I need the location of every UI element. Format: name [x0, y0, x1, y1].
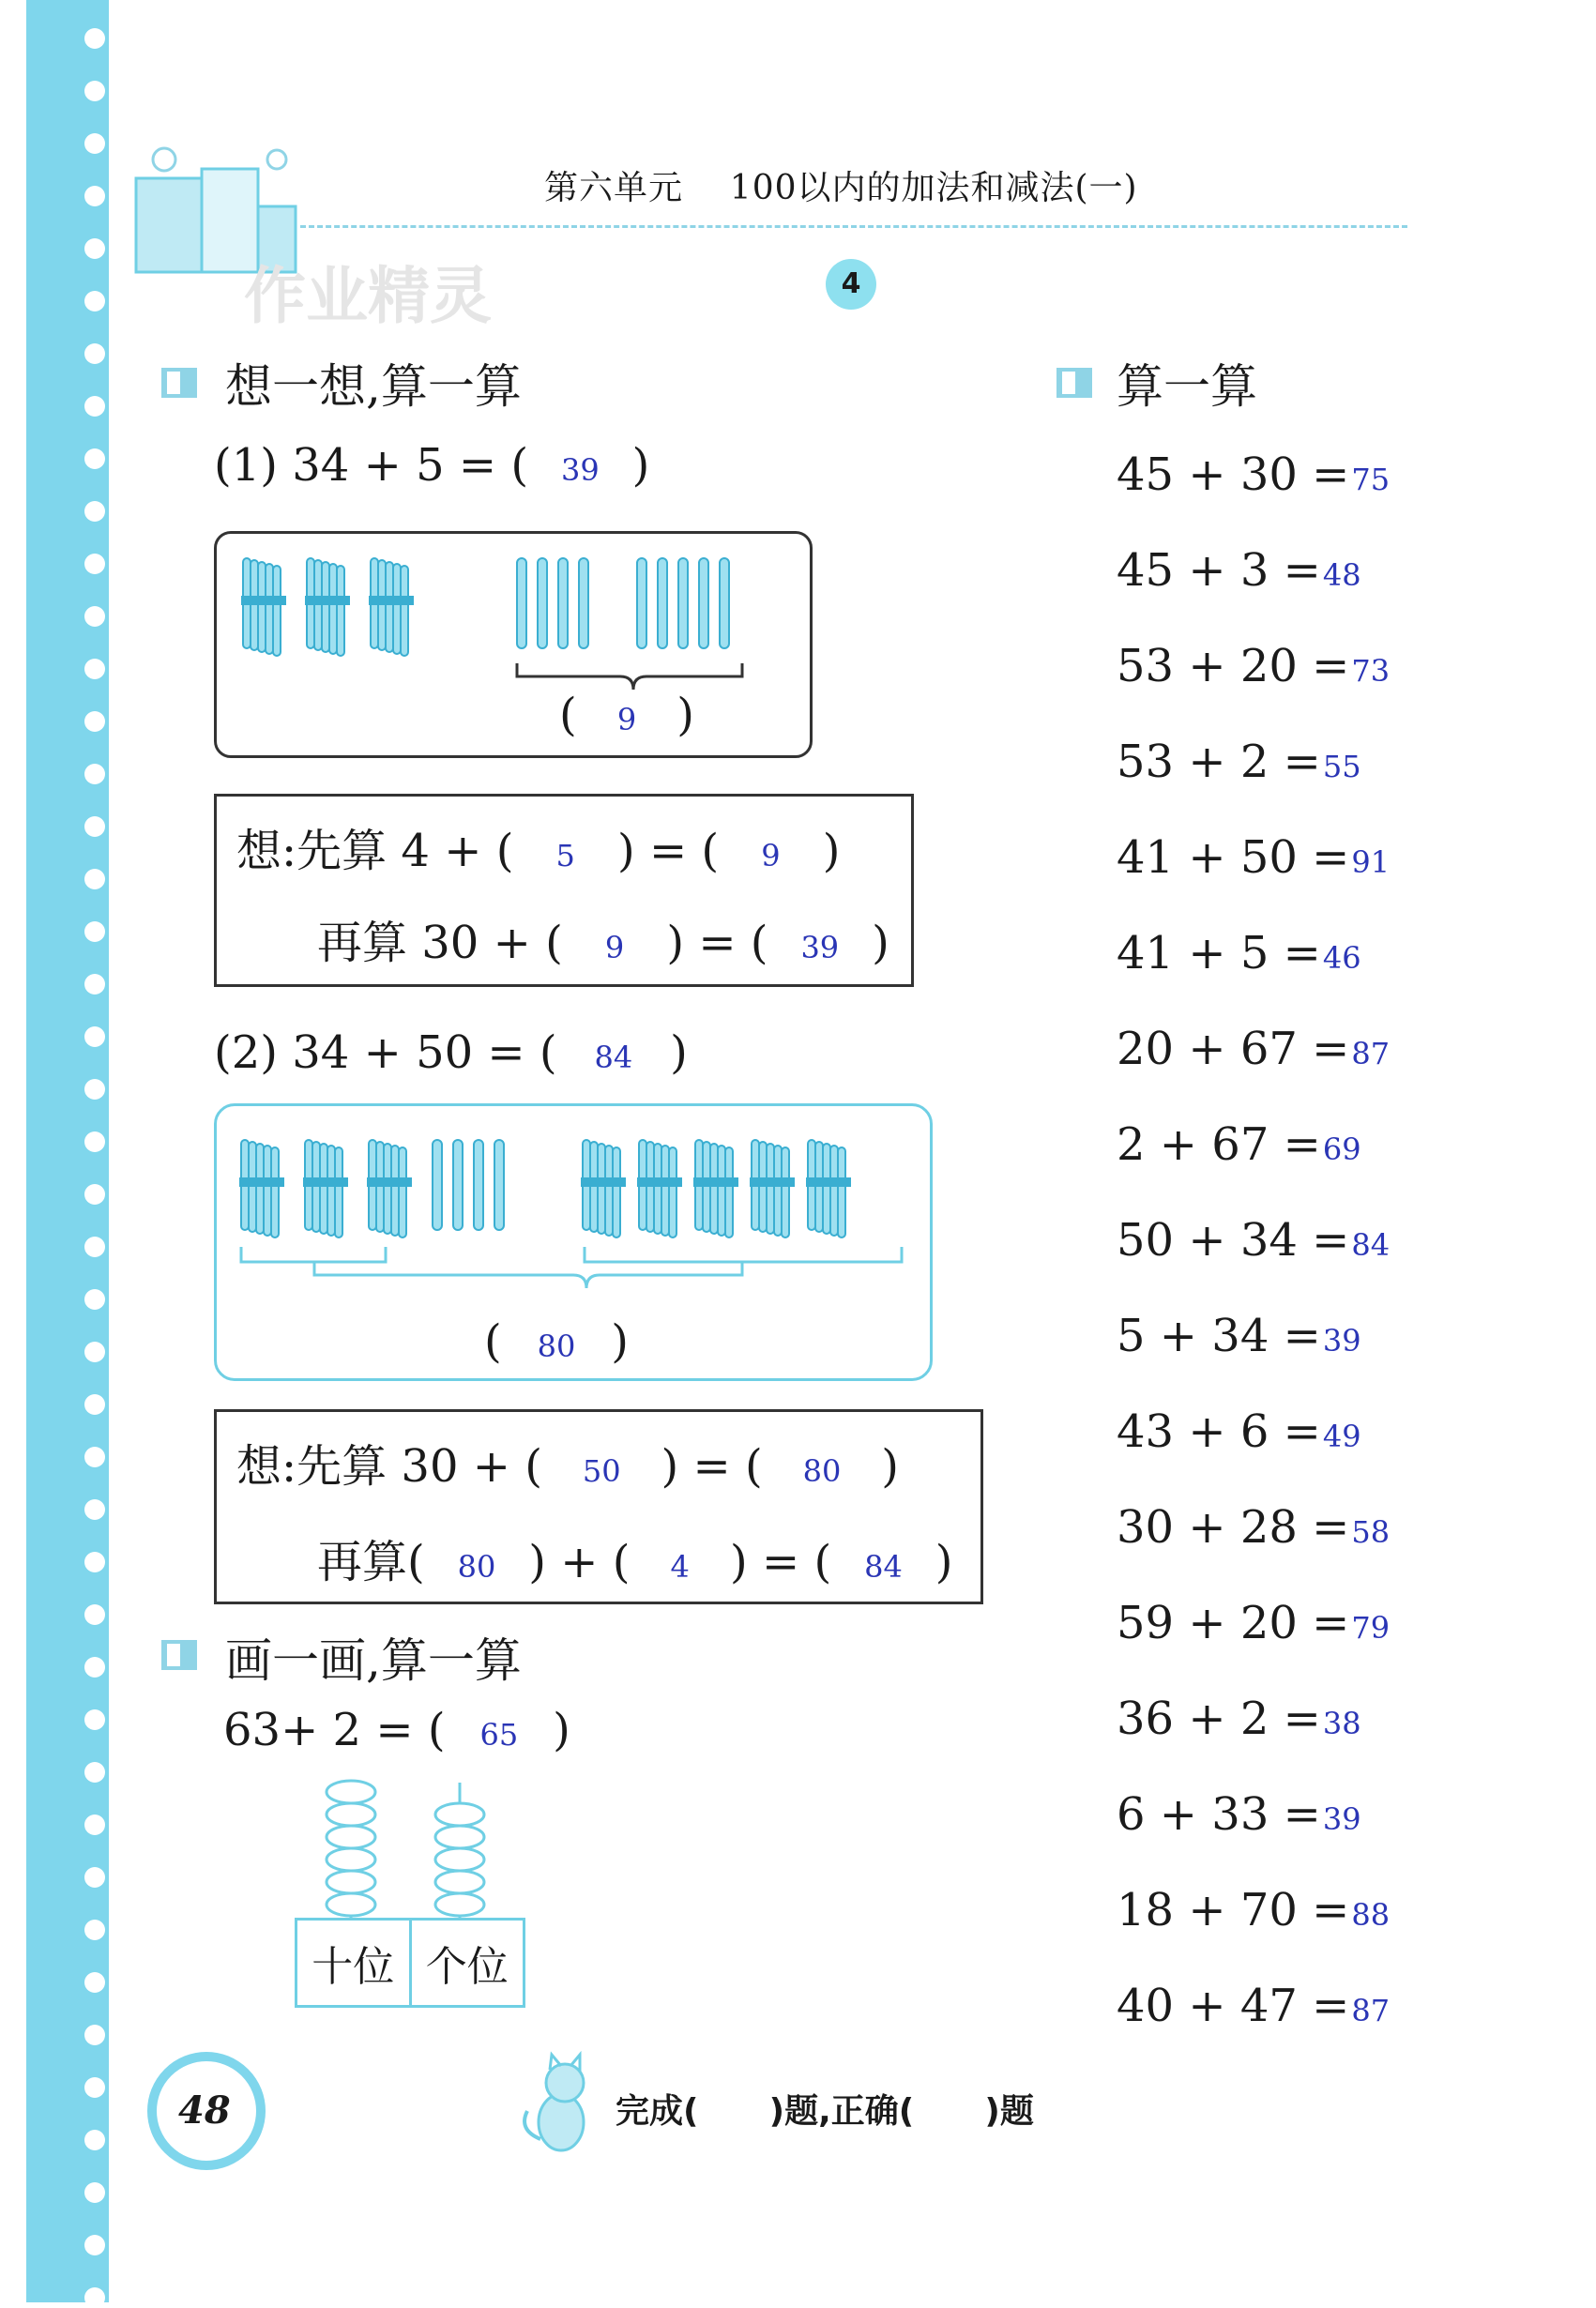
q1-close-paren: ) — [631, 439, 650, 492]
mental-math-item — [1117, 1980, 1390, 2032]
binding-hole — [84, 343, 105, 364]
q1-bundle-answer-line — [559, 689, 694, 741]
q2-think-answer1[interactable]: 50 — [582, 1453, 621, 1489]
binding-hole — [84, 1604, 105, 1625]
mental-math-answer[interactable]: 84 — [1351, 1227, 1391, 1263]
q1-sticks-box — [214, 531, 813, 758]
tens-bead — [327, 1826, 375, 1848]
q2-tens-bracket-left — [241, 1247, 386, 1262]
q1-think-answer4[interactable]: 39 — [800, 930, 840, 965]
mental-math-question: 30 + 28 = — [1117, 1501, 1350, 1554]
mental-math-item — [1117, 1884, 1390, 1936]
tens-label: 十位 — [297, 1921, 412, 2005]
mental-math-question: 6 + 33 = — [1117, 1788, 1321, 1841]
binding-hole — [84, 1657, 105, 1678]
q1-think-line2 — [317, 906, 889, 971]
section-book-icon — [160, 1634, 199, 1674]
binding-hole — [84, 133, 105, 154]
binding-hole — [84, 606, 105, 627]
binding-hole — [84, 186, 105, 206]
q1-think-mid2: ) = ( — [666, 917, 768, 969]
binding-hole — [84, 1762, 105, 1783]
binding-hole — [84, 1026, 105, 1047]
binding-hole — [84, 81, 105, 101]
ones-bead — [435, 1871, 484, 1893]
binding-hole — [84, 816, 105, 837]
binding-hole — [84, 711, 105, 732]
q1-think-answer1[interactable]: 5 — [555, 838, 575, 873]
q2-think-close1: ) — [881, 1440, 899, 1493]
single-stick — [699, 558, 708, 648]
stick-bundle — [241, 558, 286, 656]
mental-math-answer[interactable]: 55 — [1322, 749, 1361, 784]
mental-math-item — [1117, 1023, 1390, 1075]
binding-hole — [84, 1184, 105, 1205]
mental-math-answer[interactable]: 79 — [1351, 1610, 1391, 1646]
binding-hole — [84, 2077, 105, 2098]
mental-math-answer[interactable]: 88 — [1351, 1897, 1391, 1933]
q1-bundle-answer[interactable]: 9 — [616, 702, 637, 737]
mental-math-item — [1117, 927, 1361, 979]
mental-math-question: 53 + 2 = — [1117, 736, 1321, 788]
q1-think-line1 — [236, 814, 840, 879]
ones-bead — [435, 1893, 484, 1916]
mental-math-answer[interactable]: 73 — [1351, 653, 1391, 689]
binding-hole — [84, 869, 105, 889]
q2-think-line2 — [317, 1526, 952, 1590]
mental-math-question: 50 + 34 = — [1117, 1214, 1350, 1267]
mental-math-item — [1117, 1788, 1361, 1841]
q1-think-answer2[interactable]: 9 — [761, 838, 781, 873]
mental-math-item — [1117, 544, 1361, 597]
q2-bundle-answer[interactable]: 80 — [537, 1329, 576, 1364]
q2-think-answer2[interactable]: 80 — [802, 1453, 842, 1489]
q1-label: (1) — [214, 439, 278, 492]
q1-expr: 34 + 5 = ( — [292, 439, 529, 492]
binding-hole — [84, 2182, 105, 2203]
binding-hole — [84, 764, 105, 784]
binding-hole — [84, 238, 105, 259]
mental-math-answer[interactable]: 87 — [1351, 1993, 1391, 2028]
q2-think-line1 — [236, 1430, 899, 1495]
q2-think-mid3: ) = ( — [729, 1536, 832, 1588]
mental-math-answer[interactable]: 91 — [1351, 844, 1391, 880]
mental-math-answer[interactable]: 38 — [1322, 1706, 1361, 1741]
binding-hole — [84, 554, 105, 574]
q2-think-mid2: ) + ( — [528, 1536, 631, 1588]
single-stick — [538, 558, 547, 648]
mental-math-question: 45 + 30 = — [1117, 448, 1350, 501]
q2-answer[interactable]: 84 — [594, 1040, 633, 1075]
single-stick — [558, 558, 568, 648]
binding-hole — [84, 1131, 105, 1152]
single-stick — [637, 558, 646, 648]
mental-math-question: 59 + 20 = — [1117, 1597, 1350, 1649]
tens-bead — [327, 1848, 375, 1871]
stick-bundle — [806, 1140, 851, 1238]
mental-math-item — [1117, 736, 1361, 788]
q2-expr: 34 + 50 = ( — [292, 1026, 557, 1079]
q1-bundle-paren-open: ( — [559, 689, 577, 741]
mental-math-answer[interactable]: 39 — [1322, 1323, 1361, 1359]
section3-title: 算一算 — [1117, 359, 1257, 414]
mental-math-question: 18 + 70 = — [1117, 1884, 1350, 1936]
mental-math-item — [1117, 1118, 1361, 1171]
single-stick — [579, 558, 588, 648]
binding-hole — [84, 2287, 105, 2308]
mental-math-question: 53 + 20 = — [1117, 640, 1350, 692]
ones-bead — [435, 1848, 484, 1871]
cat-icon — [509, 2045, 612, 2158]
stick-bundle — [239, 1140, 284, 1238]
stick-bundle — [305, 558, 350, 656]
binding-hole — [84, 974, 105, 995]
mental-math-question: 20 + 67 = — [1117, 1023, 1350, 1075]
mental-math-item — [1117, 1597, 1390, 1649]
q1-bundle-paren-close: ) — [676, 689, 694, 741]
q1-answer[interactable]: 39 — [560, 452, 600, 488]
q2-tens-bracket-right — [585, 1247, 902, 1262]
completion-line: 完成( )题,正确( )题 — [616, 2092, 1034, 2131]
q1-think-mid1: ) = ( — [616, 825, 720, 877]
mental-math-question: 5 + 34 = — [1117, 1310, 1321, 1362]
q1-equation — [214, 439, 649, 492]
binding-hole — [84, 1920, 105, 1940]
header-divider — [300, 225, 1407, 228]
stick-bundle — [581, 1140, 626, 1238]
q2-label: (2) — [214, 1026, 278, 1079]
mental-math-item — [1117, 448, 1390, 501]
binding-hole — [84, 1342, 105, 1362]
binding-hole — [84, 1815, 105, 1835]
binding-hole — [84, 291, 105, 311]
mental-math-answer[interactable]: 75 — [1351, 462, 1391, 497]
stick-bundle — [750, 1140, 795, 1238]
tens-bead — [327, 1871, 375, 1893]
binding-hole — [84, 1394, 105, 1415]
q1-sticks-illustration — [217, 534, 810, 755]
q1-grouping-brace — [517, 663, 742, 690]
binding-hole — [84, 1499, 105, 1520]
mental-math-question: 41 + 5 = — [1117, 927, 1321, 979]
binding-hole — [84, 1709, 105, 1730]
binding-hole — [84, 1289, 105, 1310]
q1-think-answer3[interactable]: 9 — [604, 930, 625, 965]
binding-hole — [84, 1867, 105, 1888]
ones-bead — [435, 1803, 484, 1826]
section1-title: 想一想,算一算 — [225, 359, 522, 414]
binding-hole — [84, 1447, 105, 1467]
mental-math-question: 36 + 2 = — [1117, 1693, 1321, 1745]
binding-hole — [84, 28, 105, 49]
mental-math-answer[interactable]: 48 — [1322, 557, 1361, 593]
single-stick — [433, 1140, 442, 1230]
mental-math-question: 40 + 47 = — [1117, 1980, 1350, 2032]
abacus-expr: 63+ 2 = ( — [223, 1704, 446, 1756]
mental-math-item — [1117, 831, 1390, 884]
section-book-icon — [160, 362, 199, 402]
stick-bundle — [303, 1140, 348, 1238]
q2-think-mid1: ) = ( — [661, 1440, 763, 1493]
section2-title: 画一画,算一算 — [225, 1633, 522, 1688]
tens-bead — [327, 1803, 375, 1826]
single-stick — [658, 558, 667, 648]
lesson-badge: 4 — [826, 259, 876, 310]
q2-think-close2: ) — [935, 1536, 953, 1588]
q2-think-answer4[interactable]: 4 — [670, 1549, 690, 1585]
q1-think-prefix: 想:先算 4 + ( — [236, 825, 514, 877]
single-stick — [517, 558, 526, 648]
q1-think-close2: ) — [872, 917, 889, 969]
binding-hole — [84, 921, 105, 942]
mental-math-item — [1117, 1310, 1361, 1362]
mental-math-question: 45 + 3 = — [1117, 544, 1321, 597]
mental-math-question: 43 + 6 = — [1117, 1405, 1321, 1458]
single-stick — [720, 558, 729, 648]
mental-math-question: 41 + 50 = — [1117, 831, 1350, 884]
binding-hole — [84, 448, 105, 469]
ones-bead — [435, 1826, 484, 1848]
q2-close-paren: ) — [670, 1026, 688, 1079]
mental-math-answer[interactable]: 49 — [1322, 1419, 1361, 1454]
abacus-close-paren: ) — [553, 1704, 570, 1756]
place-value-table — [295, 1918, 525, 2008]
mental-math-answer[interactable]: 39 — [1322, 1801, 1361, 1837]
mental-math-item — [1117, 1214, 1390, 1267]
mental-math-answer[interactable]: 87 — [1351, 1036, 1391, 1071]
ones-label: 个位 — [425, 1943, 509, 1991]
q2-then-prefix: 再算( — [317, 1536, 425, 1588]
mental-math-item — [1117, 640, 1390, 692]
binding-hole — [84, 1552, 105, 1572]
binding-hole — [84, 396, 105, 417]
unit-label: 第六单元 — [544, 169, 684, 207]
abacus-equation — [223, 1704, 570, 1756]
page-number: 48 — [178, 2088, 231, 2133]
mental-math-item — [1117, 1501, 1390, 1554]
binding-hole — [84, 1079, 105, 1100]
stick-bundle — [693, 1140, 738, 1238]
q2-bundle-paren-open: ( — [484, 1315, 502, 1368]
binding-hole — [84, 1972, 105, 1993]
tens-bead — [327, 1781, 375, 1803]
mental-math-answer[interactable]: 69 — [1322, 1131, 1361, 1167]
q2-grouping-brace — [314, 1262, 742, 1288]
stick-bundle — [367, 1140, 412, 1238]
q2-equation — [214, 1026, 688, 1079]
abacus-rods — [281, 1773, 544, 1923]
q1-then-prefix: 再算 30 + ( — [317, 917, 563, 969]
binding-hole — [84, 2130, 105, 2150]
q2-bundle-answer-line — [484, 1315, 629, 1368]
mental-math-item — [1117, 1405, 1361, 1458]
section-book-icon — [1055, 362, 1094, 402]
mental-math-item — [1117, 1693, 1361, 1745]
tens-bead — [327, 1893, 375, 1916]
stick-bundle — [369, 558, 414, 656]
binding-hole — [84, 501, 105, 522]
q2-think-prefix: 想:先算 30 + ( — [236, 1440, 542, 1493]
single-stick — [678, 558, 688, 648]
q2-think-answer5[interactable]: 84 — [864, 1549, 903, 1585]
stick-bundle — [637, 1140, 682, 1238]
abacus-answer[interactable]: 65 — [479, 1717, 519, 1753]
binding-hole — [84, 1237, 105, 1257]
spiral-binding — [26, 0, 109, 2302]
binding-hole — [84, 2235, 105, 2255]
unit-title: 100以内的加法和减法(一) — [729, 169, 1138, 207]
header-title — [544, 161, 1138, 209]
q1-think-close1: ) — [822, 825, 841, 877]
single-stick — [453, 1140, 463, 1230]
single-stick — [494, 1140, 504, 1230]
q2-bundle-paren-close: ) — [611, 1315, 629, 1368]
mental-math-question: 2 + 67 = — [1117, 1118, 1321, 1171]
binding-hole — [84, 659, 105, 679]
q2-think-answer3[interactable]: 80 — [457, 1549, 496, 1585]
watermark: 作业精灵 — [244, 260, 492, 332]
binding-hole — [84, 2025, 105, 2045]
mental-math-answer[interactable]: 58 — [1351, 1514, 1391, 1550]
single-stick — [474, 1140, 483, 1230]
mental-math-answer[interactable]: 46 — [1322, 940, 1361, 976]
